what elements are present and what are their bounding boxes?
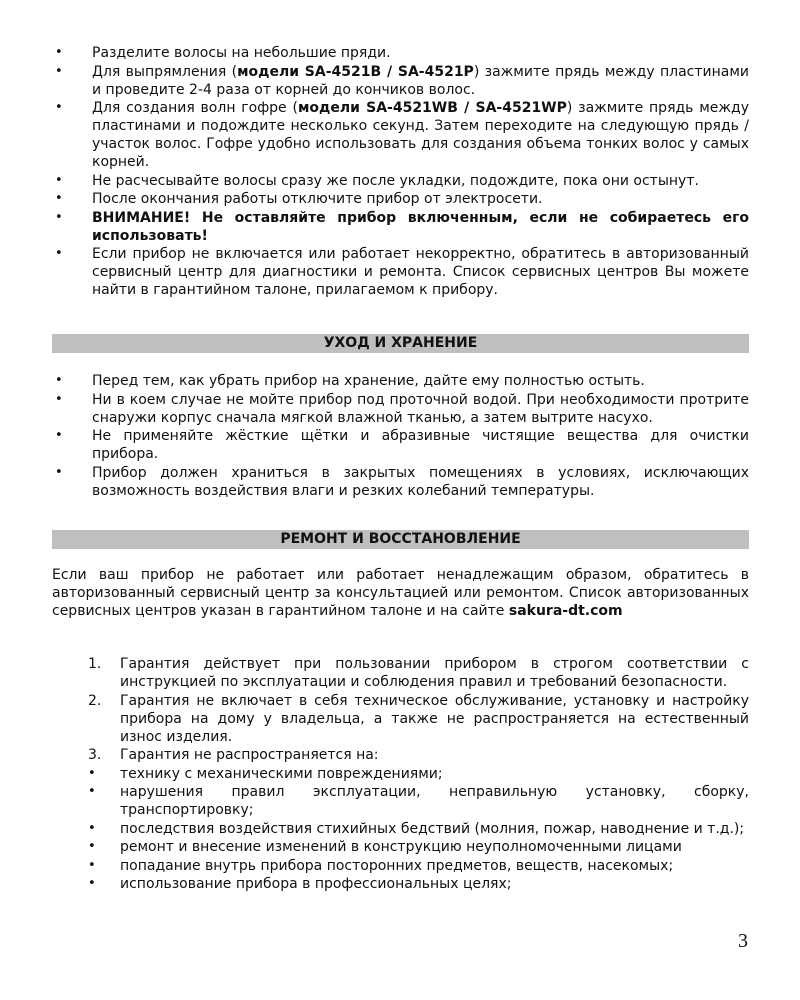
list-item: • После окончания работы отключите прибор от электросети.	[55, 191, 543, 207]
list-item: • Если прибор не включается или работает некорректно, обратитесь в авторизованный сервисный центр для диагностики и ремонта. Список сервисных центров Вы можете найти в гарантийном талоне, прилагаемом к прибору.	[55, 246, 749, 298]
list-item: • Прибор должен храниться в закрытых помещениях в условиях, исключающих возможность воздействия влаги и резких колебаний температуры.	[55, 464, 749, 499]
model-names: модели SA-4521B / SA-4521P	[237, 63, 474, 80]
model-names: модели SA-4521WB / SA-4521WP	[297, 100, 567, 116]
bullet-icon: •	[55, 391, 63, 407]
section-title-care: УХОД И ХРАНЕНИЕ	[52, 334, 749, 353]
numbered-item: 1. Гарантия действует при пользовании прибором в строгом соответствии с инструкцией по эксплуатации и соблюдения правил и требований безопасности.	[88, 656, 749, 690]
item-number: 3.	[88, 747, 102, 763]
bullet-icon: •	[55, 373, 63, 388]
website-link[interactable]: sakura-dt.com	[508, 603, 623, 619]
bullet-icon: •	[55, 246, 63, 261]
bullet-icon: •	[55, 63, 63, 79]
list-item: • попадание внутрь прибора посторонних предметов, веществ, насекомых;	[88, 857, 674, 874]
bullet-icon: •	[88, 820, 96, 836]
care-list	[52, 372, 749, 500]
bullet-icon: •	[55, 209, 63, 225]
warning-item	[52, 209, 749, 245]
bullet-icon: •	[55, 464, 63, 480]
numbered-item: 2. Гарантия не включает в себя техническое обслуживание, установку и настройку прибора на дому у владельца, а также не распространяется на естественный износ изделия.	[88, 692, 749, 745]
bullet-icon: •	[88, 839, 96, 854]
list-item: • использование прибора в профессиональных целях;	[88, 876, 512, 892]
page-number: 3	[738, 930, 748, 952]
list-item: • Для выпрямления (модели SA-4521B / SA-4521P) зажмите прядь между пластинами и проведите 2-4 раза от корней до кончиков волос.	[55, 63, 750, 98]
bullet-icon: •	[55, 100, 63, 115]
item-number: 1.	[88, 656, 102, 672]
usage-instructions-list	[52, 44, 749, 300]
bullet-icon: •	[88, 765, 96, 781]
list-item: • Для создания волн гофре (модели SA-4521WB / SA-4521WP) зажмите прядь между пластинами и подождите несколько секунд. Затем переходите на следующую прядь / участок волос. Гофре удобно использовать для создания объема тонких волос у самых корней.	[55, 100, 749, 170]
bullet-icon: •	[88, 784, 96, 799]
bullet-icon: •	[88, 876, 96, 891]
bullet-icon: •	[55, 172, 63, 188]
list-item: • Ни в коем случае не мойте прибор под проточной водой. При необходимости протрите снаружи корпус сначала мягкой влажной тканью, а затем вытрите насухо.	[55, 391, 749, 426]
warranty-list	[80, 655, 749, 894]
bullet-icon: •	[55, 428, 63, 443]
warning-text: ВНИМАНИЕ! Не оставляйте прибор включенным, если не собираетесь его использовать!	[92, 209, 749, 244]
section-title-repair: РЕМОНТ И ВОССТАНОВЛЕНИЕ	[52, 530, 749, 549]
item-number: 2.	[88, 692, 102, 709]
list-item: • Разделите волосы на небольшие пряди.	[55, 45, 391, 61]
list-item: • Не расчесывайте волосы сразу же после укладки, подождите, пока они остынут.	[55, 172, 699, 189]
bullet-icon: •	[88, 857, 96, 873]
bullet-icon: •	[55, 45, 63, 60]
bullet-icon: •	[55, 191, 63, 206]
list-item: • Не применяйте жёсткие щётки и абразивные чистящие вещества для очистки прибора.	[55, 428, 749, 462]
list-item: • ремонт и внесение изменений в конструкцию неуполномоченными лицами	[88, 839, 682, 855]
list-item: • нарушения правил эксплуатации, неправильную установку, сборку, транспортировку;	[88, 784, 749, 818]
list-item: • последствия воздействия стихийных бедствий (молния, пожар, наводнение и т.д.);	[88, 820, 745, 837]
repair-intro: Если ваш прибор не работает или работает ненадлежащим образом, обратитесь в авторизованный сервисный центр за консультацией или ремонтом. Список авторизованных сервисных центров указан в гарантийном талоне и на сайте sakura-dt.com	[52, 567, 749, 619]
list-item: • технику с механическими повреждениями;	[88, 765, 443, 782]
numbered-item: 3. Гарантия не распространяется на:	[88, 747, 379, 763]
list-item: • Перед тем, как убрать прибор на хранение, дайте ему полностью остыть.	[55, 373, 645, 389]
